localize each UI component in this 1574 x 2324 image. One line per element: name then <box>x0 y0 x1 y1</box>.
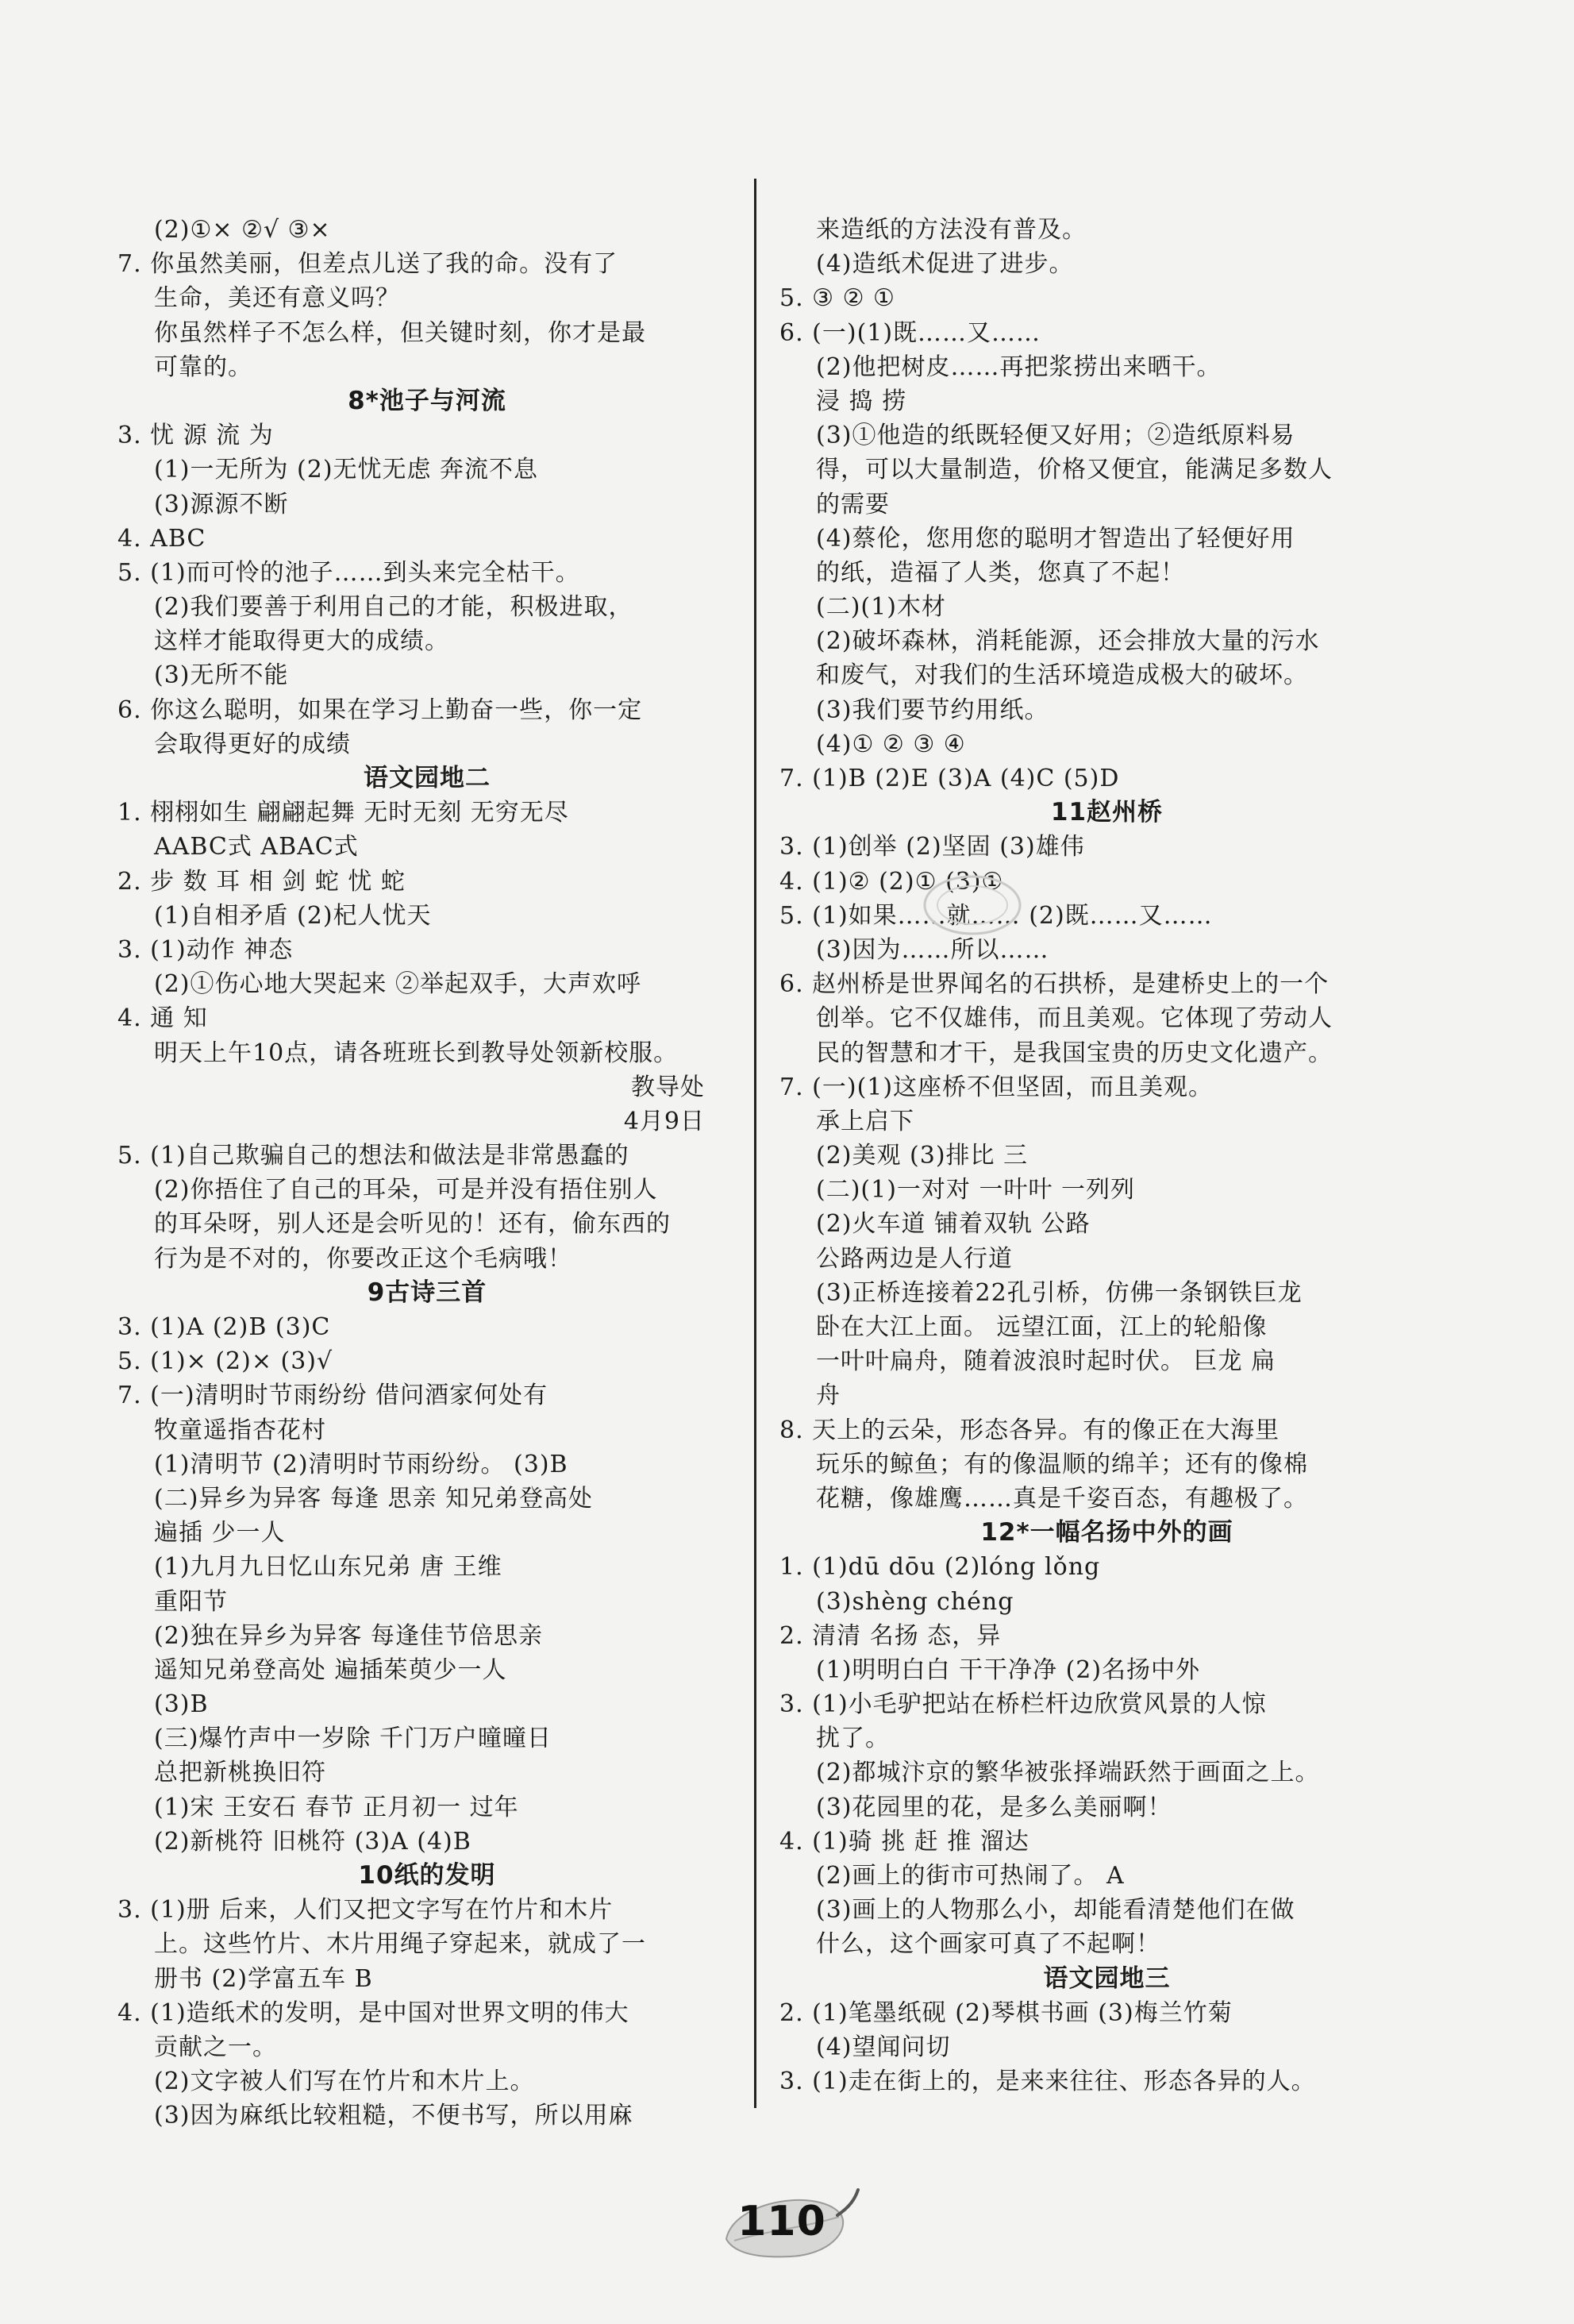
watermark-stamp <box>905 865 1040 945</box>
section-heading: 10纸的发明 <box>358 1861 496 1890</box>
answer-line: 民的智慧和才干，是我国宝贵的历史文化遗产。 <box>816 1039 1333 1067</box>
answer-line: 的耳朵呀，别人还是会听见的！还有，偷东西的 <box>154 1210 671 1239</box>
answer-line: 玩乐的鲸鱼；有的像温顺的绵羊；还有的像棉 <box>816 1450 1308 1478</box>
answer-line: 3. (1)小毛驴把站在桥栏杆边欣赏风景的人惊 <box>779 1690 1267 1719</box>
answer-line: (1)宋 王安石 春节 正月初一 过年 <box>154 1793 519 1821</box>
answer-line: 得，可以大量制造，价格又便宜，能满足多数人 <box>816 456 1333 484</box>
answer-line: (2)都城汴京的繁华被张择端跃然于画面之上。 <box>816 1759 1320 1787</box>
answer-line: 遥知兄弟登高处 遍插茱萸少一人 <box>154 1655 507 1684</box>
answer-line: 4. (1)骑 挑 赶 推 溜达 <box>779 1827 1029 1856</box>
answer-line: 明天上午10点，请各班班长到教导处领新校服。 <box>154 1039 679 1067</box>
answer-line: (2)火车道 铺着双轨 公路 <box>816 1210 1091 1239</box>
answer-line: 可靠的。 <box>154 353 252 381</box>
answer-line: (2)我们要善于利用自己的才能，积极进取， <box>154 593 633 622</box>
answer-line: 3. (1)册 后来，人们又把文字写在竹片和木片 <box>117 1896 614 1925</box>
answer-line: (1)一无所为 (2)无忧无虑 奔流不息 <box>154 456 539 484</box>
answer-line: 5. (1)如果……就…… (2)既……又…… <box>779 901 1213 930</box>
answer-line: (3)无所不能 <box>154 661 289 690</box>
answer-line: 1. 栩栩如生 翩翩起舞 无时无刻 无穷无尽 <box>117 799 569 827</box>
answer-line: (1)九月九日忆山东兄弟 唐 王维 <box>154 1553 502 1582</box>
answer-line: 5. ③ ② ① <box>779 284 895 313</box>
answer-line: (4)造纸术促进了进步。 <box>816 250 1074 279</box>
answer-line: (3)因为……所以…… <box>816 935 1049 964</box>
answer-line: 什么，这个画家可真了不起啊！ <box>816 1930 1160 1959</box>
answer-line: (3)我们要节约用纸。 <box>816 696 1049 724</box>
answer-line: 贡献之一。 <box>154 2033 277 2061</box>
answer-line: (4)蔡伦，您用您的聪明才智造出了轻便好用 <box>816 524 1295 553</box>
answer-line: (3)shèng chéng <box>816 1587 1014 1616</box>
answer-line: 2. 清清 名扬 态，异 <box>779 1621 1002 1650</box>
answer-line: 6. 你这么聪明，如果在学习上勤奋一些，你一定 <box>117 696 643 724</box>
answer-line: 4. 通 知 <box>117 1004 208 1033</box>
answer-line: (三)爆竹声中一岁除 千门万户曈曈日 <box>154 1725 552 1753</box>
answer-line: 承上启下 <box>816 1107 914 1135</box>
answer-line: (2)画上的街市可热闹了。 A <box>816 1862 1125 1890</box>
answer-line: (3)因为麻纸比较粗糙，不便书写，所以用麻 <box>154 2102 633 2130</box>
answer-line: 8. 天上的云朵，形态各异。有的像正在大海里 <box>779 1416 1280 1444</box>
answer-line: 总把新桃换旧符 <box>154 1759 326 1787</box>
answer-line: 5. (1)× (2)× (3)√ <box>117 1347 333 1376</box>
answer-line: (2)①× ②√ ③× <box>154 216 331 244</box>
answer-line: 4. ABC <box>117 524 206 553</box>
answer-line: (二)(1)一对对 一叶叶 一列列 <box>816 1176 1135 1204</box>
answer-line: (2)新桃符 旧桃符 (3)A (4)B <box>154 1827 471 1856</box>
answer-line: 4. (1)② (2)① (3)① <box>779 867 1004 896</box>
answer-line: (3)花园里的花，是多么美丽啊！ <box>816 1793 1172 1821</box>
answer-line: 3. (1)A (2)B (3)C <box>117 1313 331 1341</box>
answer-line: 的纸，造福了人类，您真了不起！ <box>816 558 1185 587</box>
answer-line: 7. (一)清明时节雨纷纷 借问酒家何处有 <box>117 1382 548 1410</box>
answer-line: 3. (1)走在街上的，是来来往往、形态各异的人。 <box>779 2068 1316 2096</box>
answer-line: 来造纸的方法没有普及。 <box>816 216 1087 244</box>
answer-line: 一叶叶扁舟，随着波浪时起时伏。 巨龙 扁 <box>816 1347 1276 1376</box>
answer-line: (2)①伤心地大哭起来 ②举起双手，大声欢呼 <box>154 970 642 999</box>
answer-line: 遍插 少一人 <box>154 1519 286 1547</box>
answer-line: (3)正桥连接着22孔引桥，仿佛一条钢铁巨龙 <box>816 1278 1303 1307</box>
answer-line: (2)破坏森林，消耗能源，还会排放大量的污水 <box>816 627 1320 656</box>
answer-line: (4)① ② ③ ④ <box>816 730 966 758</box>
answer-line: (二)异乡为异客 每逢 思亲 知兄弟登高处 <box>154 1484 594 1513</box>
answer-line: AABC式 ABAC式 <box>154 833 359 861</box>
answer-line: 教导处 <box>631 1073 705 1101</box>
answer-line: 上。这些竹片、木片用绳子穿起来，就成了一 <box>154 1930 646 1959</box>
answer-line: 3. 忧 源 流 为 <box>117 422 274 450</box>
answer-line: 公路两边是人行道 <box>816 1244 1013 1273</box>
answer-line: (3)①他造的纸既轻便又好用；②造纸原料易 <box>816 422 1295 450</box>
answer-line: (1)明明白白 干干净净 (2)名扬中外 <box>816 1655 1201 1684</box>
answer-line: 2. 步 数 耳 相 剑 蛇 忧 蛇 <box>117 867 406 896</box>
answer-line: 7. 你虽然美丽，但差点儿送了我的命。没有了 <box>117 250 618 279</box>
page-number-badge <box>702 2183 861 2271</box>
answer-line: 牧童遥指杏花村 <box>154 1416 326 1444</box>
section-heading: 8*池子与河流 <box>348 386 506 415</box>
answer-line: (2)你捂住了自己的耳朵，可是并没有捂住别人 <box>154 1176 658 1204</box>
answer-line: 7. (一)(1)这座桥不但坚固，而且美观。 <box>779 1073 1214 1101</box>
answer-line: 花糖，像雄鹰……真是千姿百态，有趣极了。 <box>816 1484 1308 1513</box>
answer-line: 5. (1)自己欺骗自己的想法和做法是非常愚蠢的 <box>117 1142 629 1170</box>
answer-line: 行为是不对的，你要改正这个毛病哦！ <box>154 1244 572 1273</box>
answer-line: (2)他把树皮……再把浆捞出来晒干。 <box>816 353 1222 381</box>
answer-line: 重阳节 <box>154 1587 228 1616</box>
answer-line: (2)文字被人们写在竹片和木片上。 <box>154 2068 535 2096</box>
answer-line: 2. (1)笔墨纸砚 (2)琴棋书画 (3)梅兰竹菊 <box>779 1998 1233 2027</box>
answer-line: (2)美观 (3)排比 三 <box>816 1142 1029 1170</box>
answer-line: 扰了。 <box>816 1725 890 1753</box>
answer-line: 会取得更好的成绩 <box>154 730 351 758</box>
section-heading: 语文园地三 <box>1043 1964 1171 1993</box>
answer-line: (4)望闻问切 <box>816 2033 951 2061</box>
answer-line: (3)B <box>154 1690 209 1719</box>
section-heading: 9古诗三首 <box>367 1278 487 1307</box>
column-divider <box>754 179 756 2108</box>
answer-line: (2)独在异乡为异客 每逢佳节倍思亲 <box>154 1621 544 1650</box>
answer-line: 6. (一)(1)既……又…… <box>779 318 1041 347</box>
answer-line: 7. (1)B (2)E (3)A (4)C (5)D <box>779 765 1120 792</box>
left-column <box>117 213 737 2133</box>
answer-line: 创举。它不仅雄伟，而且美观。它体现了劳动人 <box>816 1004 1333 1033</box>
answer-line: 3. (1)动作 神态 <box>117 935 294 964</box>
answer-line: 4. (1)造纸术的发明，是中国对世界文明的伟大 <box>117 1998 629 2027</box>
answer-line: (3)画上的人物那么小，却能看清楚他们在做 <box>816 1896 1295 1925</box>
answer-line: 浸 捣 捞 <box>816 387 907 415</box>
section-heading: 语文园地二 <box>364 764 491 792</box>
answer-line: 卧在大江上面。 远望江面，江上的轮船像 <box>816 1313 1268 1341</box>
answer-line: (1)自相矛盾 (2)杞人忧天 <box>154 901 432 930</box>
answer-line: 5. (1)而可怜的池子……到头来完全枯干。 <box>117 558 580 587</box>
section-heading: 12*一幅名扬中外的画 <box>980 1518 1233 1547</box>
answer-line: 生命，美还有意义吗？ <box>154 284 400 313</box>
answer-line: 这样才能取得更大的成绩。 <box>154 627 449 656</box>
page-number: 110 <box>737 2198 826 2245</box>
answer-line: (二)(1)木材 <box>816 593 946 622</box>
answer-line: 和废气，对我们的生活环境造成极大的破坏。 <box>816 661 1308 690</box>
right-column <box>779 213 1434 2099</box>
answer-line: 的需要 <box>816 490 890 518</box>
answer-line: (1)清明节 (2)清明时节雨纷纷。 (3)B <box>154 1450 568 1478</box>
answer-line: 6. 赵州桥是世界闻名的石拱桥，是建桥史上的一个 <box>779 970 1330 999</box>
section-heading: 11赵州桥 <box>1050 798 1164 827</box>
answer-line: 1. (1)dū dōu (2)lóng lǒng <box>779 1553 1101 1582</box>
answer-line: 你虽然样子不怎么样，但关键时刻，你才是最 <box>154 318 646 347</box>
answer-line: 册书 (2)学富五车 B <box>154 1964 373 1993</box>
answer-line: 舟 <box>816 1382 841 1410</box>
answer-line: (3)源源不断 <box>154 490 289 518</box>
answer-line: 4月9日 <box>623 1107 705 1135</box>
answer-line: 3. (1)创举 (2)坚固 (3)雄伟 <box>779 833 1085 861</box>
